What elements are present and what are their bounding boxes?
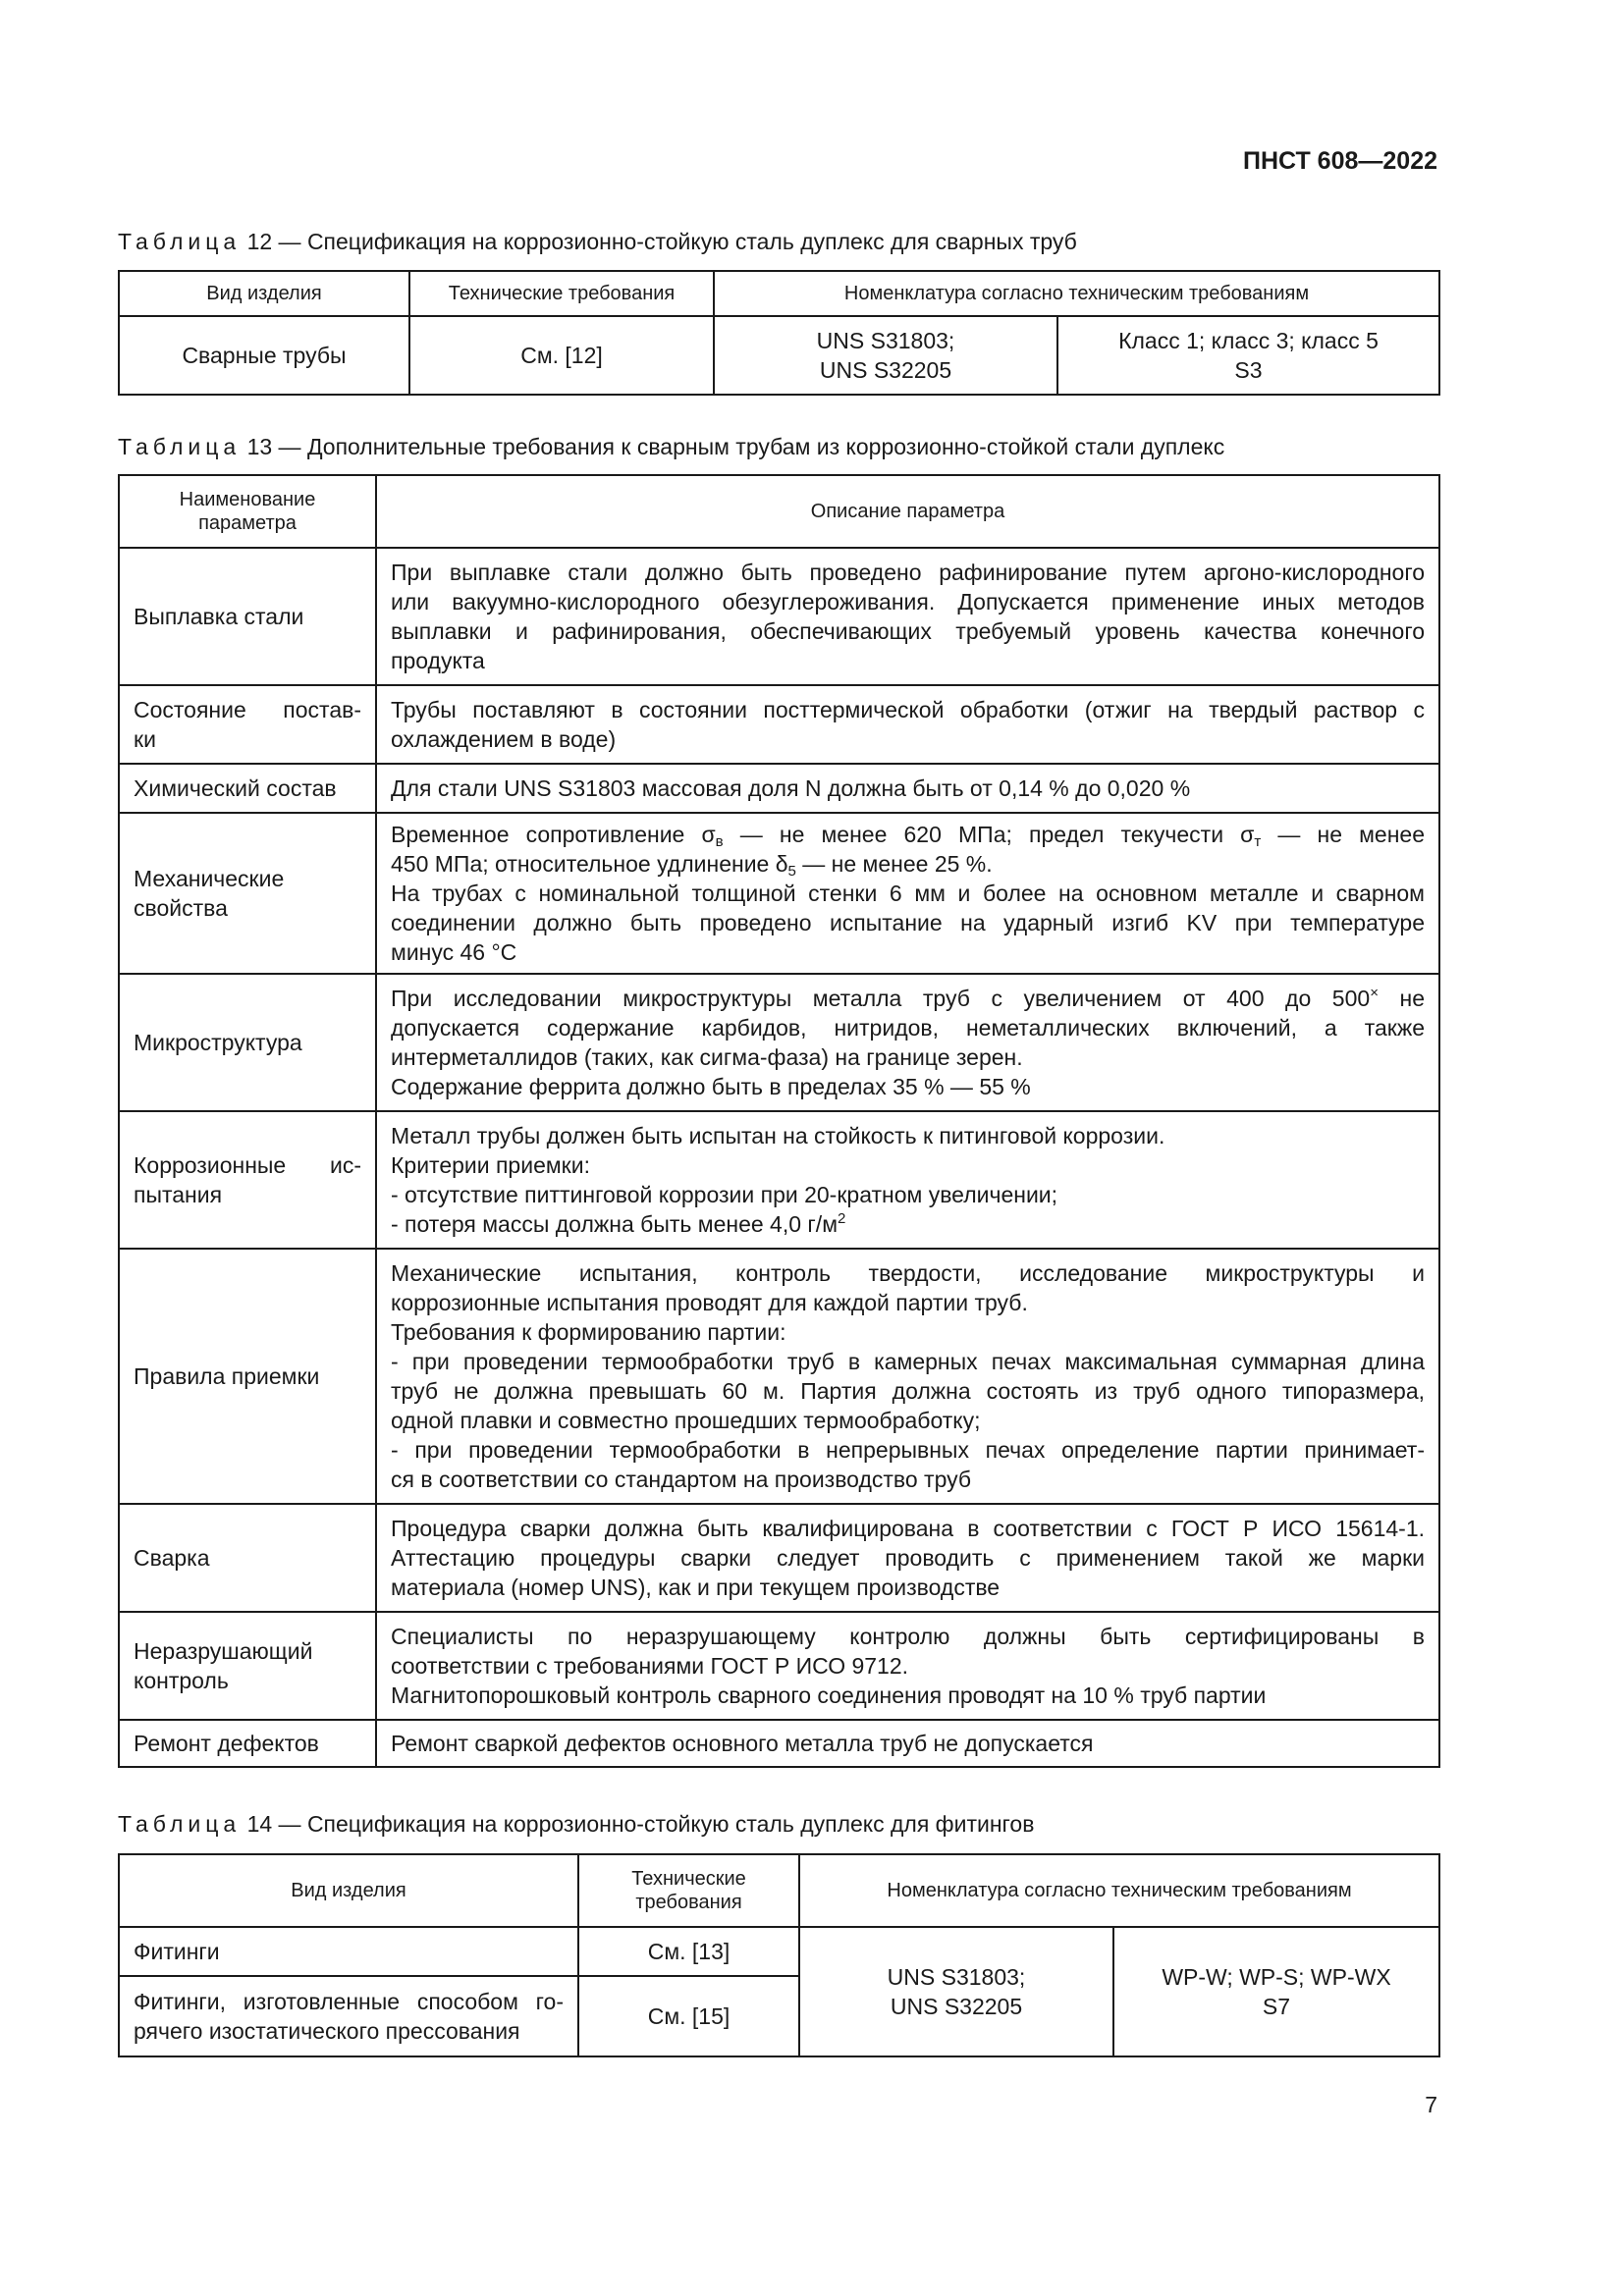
- text-line: допускается содержание карбидов, нитридов, неметаллических включений, а также: [391, 1015, 1425, 1041]
- uns-line: UNS S31803;: [887, 1964, 1026, 1990]
- param-description: [376, 1249, 1439, 1504]
- cell-grade: [1113, 1927, 1439, 2056]
- table-14-caption: [118, 1811, 1034, 1838]
- cell-requirements: См. [15]: [578, 1976, 799, 2056]
- subscript: т: [1254, 833, 1262, 850]
- param-name: Химический состав: [119, 764, 376, 813]
- text-fragment: При исследовании микроструктуры металла труб с увеличением от 400 до 500: [391, 986, 1371, 1011]
- cell-product: Фитинги: [119, 1927, 578, 1976]
- param-description: [376, 548, 1439, 685]
- name-line: свойства: [134, 895, 228, 921]
- table-12: [118, 270, 1440, 396]
- name-line: Коррозионные ис-: [134, 1152, 361, 1178]
- text-line: коррозионные испытания проводят для каждой партии труб.: [391, 1290, 1028, 1315]
- text-fragment: — не менее 25 %.: [795, 851, 993, 877]
- uns-line: UNS S31803;: [816, 328, 955, 353]
- text-fragment: - потеря массы должна быть менее 4,0 г/м: [391, 1211, 839, 1237]
- name-line: контроль: [134, 1668, 229, 1693]
- text-line: [391, 820, 1425, 849]
- header-line: Наименование: [179, 489, 316, 510]
- text-line: соединении должно быть проведено испытание на ударный изгиб KV при температуре: [391, 910, 1425, 935]
- page-number: 7: [1425, 2092, 1437, 2117]
- superscript: 2: [838, 1210, 846, 1227]
- text-line: продукта: [391, 648, 485, 673]
- table-row: [119, 1504, 1439, 1612]
- param-description: [376, 1504, 1439, 1612]
- param-description: [376, 685, 1439, 764]
- superscript: ×: [1370, 985, 1379, 1001]
- text-fragment: Временное сопротивление σ: [391, 822, 716, 847]
- header-nomenclature: Номенклатура согласно техническим требованиям: [714, 271, 1439, 316]
- text-fragment: 450 МПа; относительное удлинение δ: [391, 851, 788, 877]
- text-fragment: не: [1378, 986, 1425, 1011]
- cell-class: [1057, 316, 1439, 395]
- cell-requirements: См. [12]: [409, 316, 714, 395]
- header-requirements: Технические требования: [409, 271, 714, 316]
- grade-line: WP-W; WP-S; WP-WX: [1162, 1964, 1391, 1990]
- name-line: Состояние постав-: [134, 697, 361, 722]
- text-line: выплавки и рафинирования, обеспечивающих требуемый уровень качества конечного: [391, 618, 1425, 644]
- table-13-caption: [118, 434, 1224, 460]
- document-code: ПНСТ 608—2022: [1243, 147, 1437, 175]
- param-description: [376, 813, 1439, 974]
- class-line: S3: [1234, 357, 1263, 383]
- header-parameter-name: [119, 475, 376, 548]
- caption-text: 12 — Спецификация на коррозионно-стойкую сталь дуплекс для сварных труб: [246, 229, 1077, 254]
- text-line: Критерии приемки:: [391, 1152, 590, 1178]
- caption-text: 13 — Дополнительные требования к сварным трубам из коррозионно-стойкой стали дуплекс: [246, 434, 1225, 459]
- table-14: [118, 1853, 1440, 2057]
- header-nomenclature: Номенклатура согласно техническим требованиям: [799, 1854, 1439, 1927]
- name-line: пытания: [134, 1182, 223, 1207]
- param-name: Выплавка стали: [119, 548, 376, 685]
- header-line: требования: [635, 1892, 742, 1913]
- text-fragment: — не менее: [1261, 822, 1426, 847]
- param-name: [119, 1111, 376, 1249]
- param-name: [119, 813, 376, 974]
- text-line: одной плавки и совместно прошедших термообработку;: [391, 1408, 981, 1433]
- table-row: [119, 1612, 1439, 1720]
- text-line: - при проведении термообработки в непрерывных печах определение партии принимает-: [391, 1437, 1425, 1463]
- name-line: Неразрушающий: [134, 1638, 313, 1664]
- table-row: [119, 764, 1439, 813]
- table-row: [119, 1720, 1439, 1767]
- caption-word: Таблица: [118, 1811, 242, 1837]
- caption-word: Таблица: [118, 434, 242, 459]
- caption-text: 14 — Спецификация на коррозионно-стойкую сталь дуплекс для фитингов: [246, 1811, 1035, 1837]
- text-line: Специалисты по неразрушающему контролю должны быть сертифицированы в: [391, 1624, 1425, 1649]
- table-header-row: [119, 475, 1439, 548]
- text-line: [391, 984, 1425, 1013]
- param-description: [376, 1612, 1439, 1720]
- param-description: [376, 974, 1439, 1111]
- subscript: в: [715, 833, 724, 850]
- cell-product: [119, 1976, 578, 2056]
- text-line: интерметаллидов (таких, как сигма-фаза) на границе зерен.: [391, 1044, 1023, 1070]
- table-row: [119, 316, 1439, 395]
- product-line: рячего изостатического прессования: [134, 2018, 520, 2044]
- class-line: Класс 1; класс 3; класс 5: [1118, 328, 1379, 353]
- param-name: [119, 685, 376, 764]
- text-line: Механические испытания, контроль твердости, исследование микроструктуры и: [391, 1260, 1425, 1286]
- cell-uns: [799, 1927, 1113, 2056]
- text-line: Содержание феррита должно быть в пределах 35 % — 55 %: [391, 1074, 1031, 1099]
- param-description: Ремонт сваркой дефектов основного металла труб не допускается: [376, 1720, 1439, 1767]
- table-row: [119, 1249, 1439, 1504]
- name-line: ки: [134, 726, 156, 752]
- header-parameter-description: Описание параметра: [376, 475, 1439, 548]
- table-header-row: [119, 271, 1439, 316]
- uns-line: UNS S32205: [890, 1994, 1023, 2019]
- header-requirements: [578, 1854, 799, 1927]
- table-row: [119, 548, 1439, 685]
- cell-uns: [714, 316, 1057, 395]
- text-line: материала (номер UNS), как и при текущем производстве: [391, 1575, 1001, 1600]
- param-description: Для стали UNS S31803 массовая доля N должна быть от 0,14 % до 0,020 %: [376, 764, 1439, 813]
- table-row: [119, 1111, 1439, 1249]
- header-product: Вид изделия: [119, 271, 409, 316]
- header-product: Вид изделия: [119, 1854, 578, 1927]
- text-line: или вакуумно-кислородного обезуглероживания. Допускается применение иных методов: [391, 589, 1425, 614]
- text-line: Требования к формированию партии:: [391, 1319, 786, 1345]
- table-row: [119, 1927, 1439, 1976]
- text-line: При выплавке стали должно быть проведено рафинирование путем аргоно-кислородного: [391, 560, 1425, 585]
- table-row: [119, 685, 1439, 764]
- text-line: соответствии с требованиями ГОСТ Р ИСО 9712.: [391, 1653, 909, 1679]
- table-13: [118, 474, 1440, 1768]
- header-line: Технические: [631, 1868, 746, 1890]
- text-line: Процедура сварки должна быть квалифицирована в соответствии с ГОСТ Р ИСО 15614-1.: [391, 1516, 1425, 1541]
- cell-requirements: См. [13]: [578, 1927, 799, 1976]
- name-line: Механические: [134, 866, 285, 891]
- param-name: [119, 1612, 376, 1720]
- text-line: труб не должна превышать 60 м. Партия должна состоять из труб одного типоразмера,: [391, 1378, 1425, 1404]
- table-12-caption: [118, 229, 1077, 255]
- text-line: [391, 1209, 1425, 1239]
- param-name: Ремонт дефектов: [119, 1720, 376, 1767]
- text-line: На трубах с номинальной толщиной стенки 6 мм и более на основном металле и сварном: [391, 881, 1425, 906]
- table-header-row: [119, 1854, 1439, 1927]
- text-line: ся в соответствии со стандартом на производство труб: [391, 1467, 972, 1492]
- product-line: Фитинги, изготовленные способом го-: [134, 1989, 564, 2014]
- text-line: [391, 849, 1425, 879]
- table-row: [119, 813, 1439, 974]
- text-line: Трубы поставляют в состоянии посттермической обработки (отжиг на твердый раствор с: [391, 697, 1425, 722]
- caption-word: Таблица: [118, 229, 242, 254]
- text-line: минус 46 °C: [391, 939, 517, 965]
- text-line: - отсутствие питтинговой коррозии при 20-кратном увеличении;: [391, 1182, 1058, 1207]
- text-line: - при проведении термообработки труб в камерных печах максимальная суммарная длина: [391, 1349, 1425, 1374]
- text-line: охлаждением в воде): [391, 726, 617, 752]
- text-line: Аттестацию процедуры сварки следует проводить с применением такой же марки: [391, 1545, 1425, 1571]
- uns-line: UNS S32205: [819, 357, 952, 383]
- header-line: параметра: [198, 512, 297, 534]
- grade-line: S7: [1262, 1994, 1291, 2019]
- param-name: Сварка: [119, 1504, 376, 1612]
- text-fragment: — не менее 620 МПа; предел текучести σ: [723, 822, 1255, 847]
- text-line: Магнитопорошковый контроль сварного соединения проводят на 10 % труб партии: [391, 1682, 1267, 1708]
- table-row: [119, 974, 1439, 1111]
- param-name: Микроструктура: [119, 974, 376, 1111]
- text-line: Металл трубы должен быть испытан на стойкость к питинговой коррозии.: [391, 1123, 1165, 1148]
- param-description: [376, 1111, 1439, 1249]
- subscript: 5: [787, 863, 796, 880]
- param-name: Правила приемки: [119, 1249, 376, 1504]
- cell-product: Сварные трубы: [119, 316, 409, 395]
